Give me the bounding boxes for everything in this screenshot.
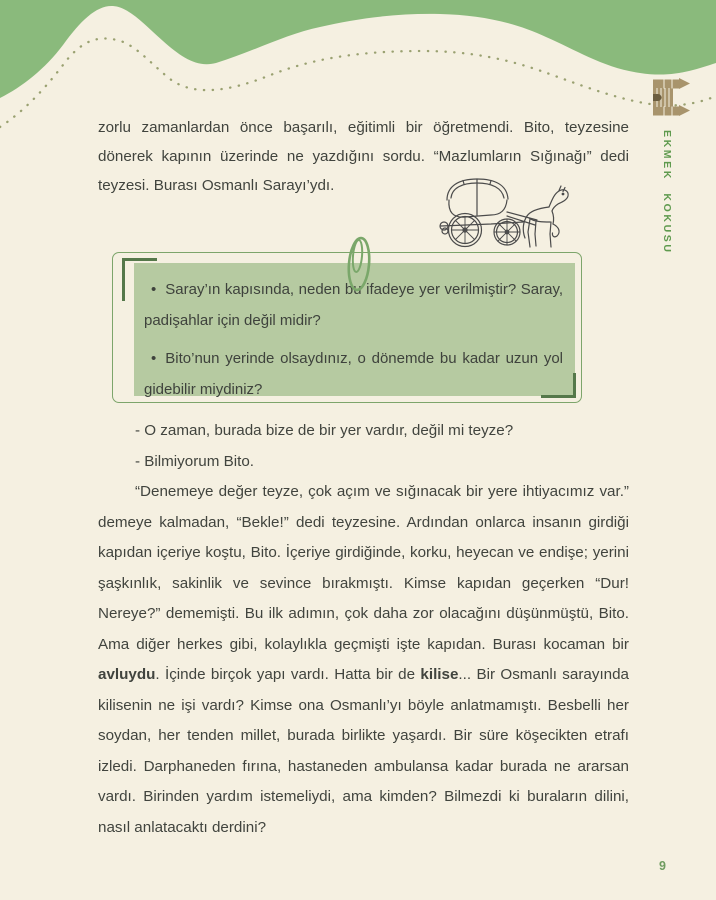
paragraph-bold-word: avluydu: [98, 666, 156, 683]
corner-bracket-top-left: [122, 258, 157, 301]
green-wave-shape: [0, 0, 716, 98]
bullet-icon: •: [151, 350, 157, 367]
page-number: 9: [659, 859, 666, 873]
paperclip-icon: [341, 231, 377, 295]
corner-bracket-bottom-right: [541, 373, 576, 398]
paragraph-text: . İçinde birçok yapı vardı. Hatta bir de: [155, 666, 421, 683]
question-2: Bito’nun yerinde olsaydınız, o dönemde bu kadar uzun yol gidebilir miydiniz?: [144, 350, 563, 398]
paragraph-text: “Denemeye değer teyze, çok açım ve sığınacak bir yere ihtiyacımız var.” demeye kalmadan, “Bekle!” dedi teyzesine. Ardından onlarca insanın girdiği kapıdan içeriye koştu, Bito. İçeriye girdiğinde, korku, heyecan ve endişe; yerini şaşkınlık, sakinlik ve sevince bırakmıştı. Kimse kapıdan geçerken “Dur! Nereye?” dememişti. Bu ilk adımın, çok daha zor olacağını düşünmüştü, Bito. Ama diğer herkes gibi, kolaylıkla geçmişti işte kapıdan. Burası kocaman bir: [98, 483, 629, 653]
story-paragraph-2: [98, 477, 629, 843]
question-item: [144, 343, 563, 405]
book-title-vertical: EKMEK KOKUSU: [661, 130, 673, 255]
story-text-main: [98, 416, 629, 843]
dialogue-line-2: - Bilmiyorum Bito.: [135, 452, 254, 470]
horse-carriage-illustration: [433, 170, 573, 250]
paragraph-text: ... Bir Osmanlı sarayında kilisenin ne işi vardı? Kimse ona Osmanlı’yı böyle anlatmamıştı. Besbelli her soydan, her tenden millet, burada birlikte yaşardı. Bir süre köşecikten etrafı izledi. Darphaneden fırına, hastaneden ambulansa kadar burada ne ararsan vardı. Birinden yardım istemeliydi, ama kimden? Bilmezdi ki buraların dilini, nasıl anlatacaktı derdini?: [98, 666, 630, 836]
story-paragraph-1: zorlu zamanlardan önce başarılı, eğitimli bir öğretmendi. Bito, teyzesine dönerek kapının üzerinde ne yazdığını sordu. “Mazlumların Sığınağı” dedi teyzesi. Burası Osmanlı Sarayı’ydı.: [98, 119, 629, 194]
bullet-icon: •: [151, 281, 157, 298]
question-1: Saray’ın kapısında, neden bu ifadeye yer verilmiştir? Saray, padişahlar için değil midir?: [144, 281, 563, 329]
paragraph-bold-word: kilise: [420, 666, 459, 683]
palace-gate-icon: [650, 76, 692, 118]
dialogue-line-1: - O zaman, burada bize de bir yer vardır, değil mi teyze?: [135, 422, 514, 439]
